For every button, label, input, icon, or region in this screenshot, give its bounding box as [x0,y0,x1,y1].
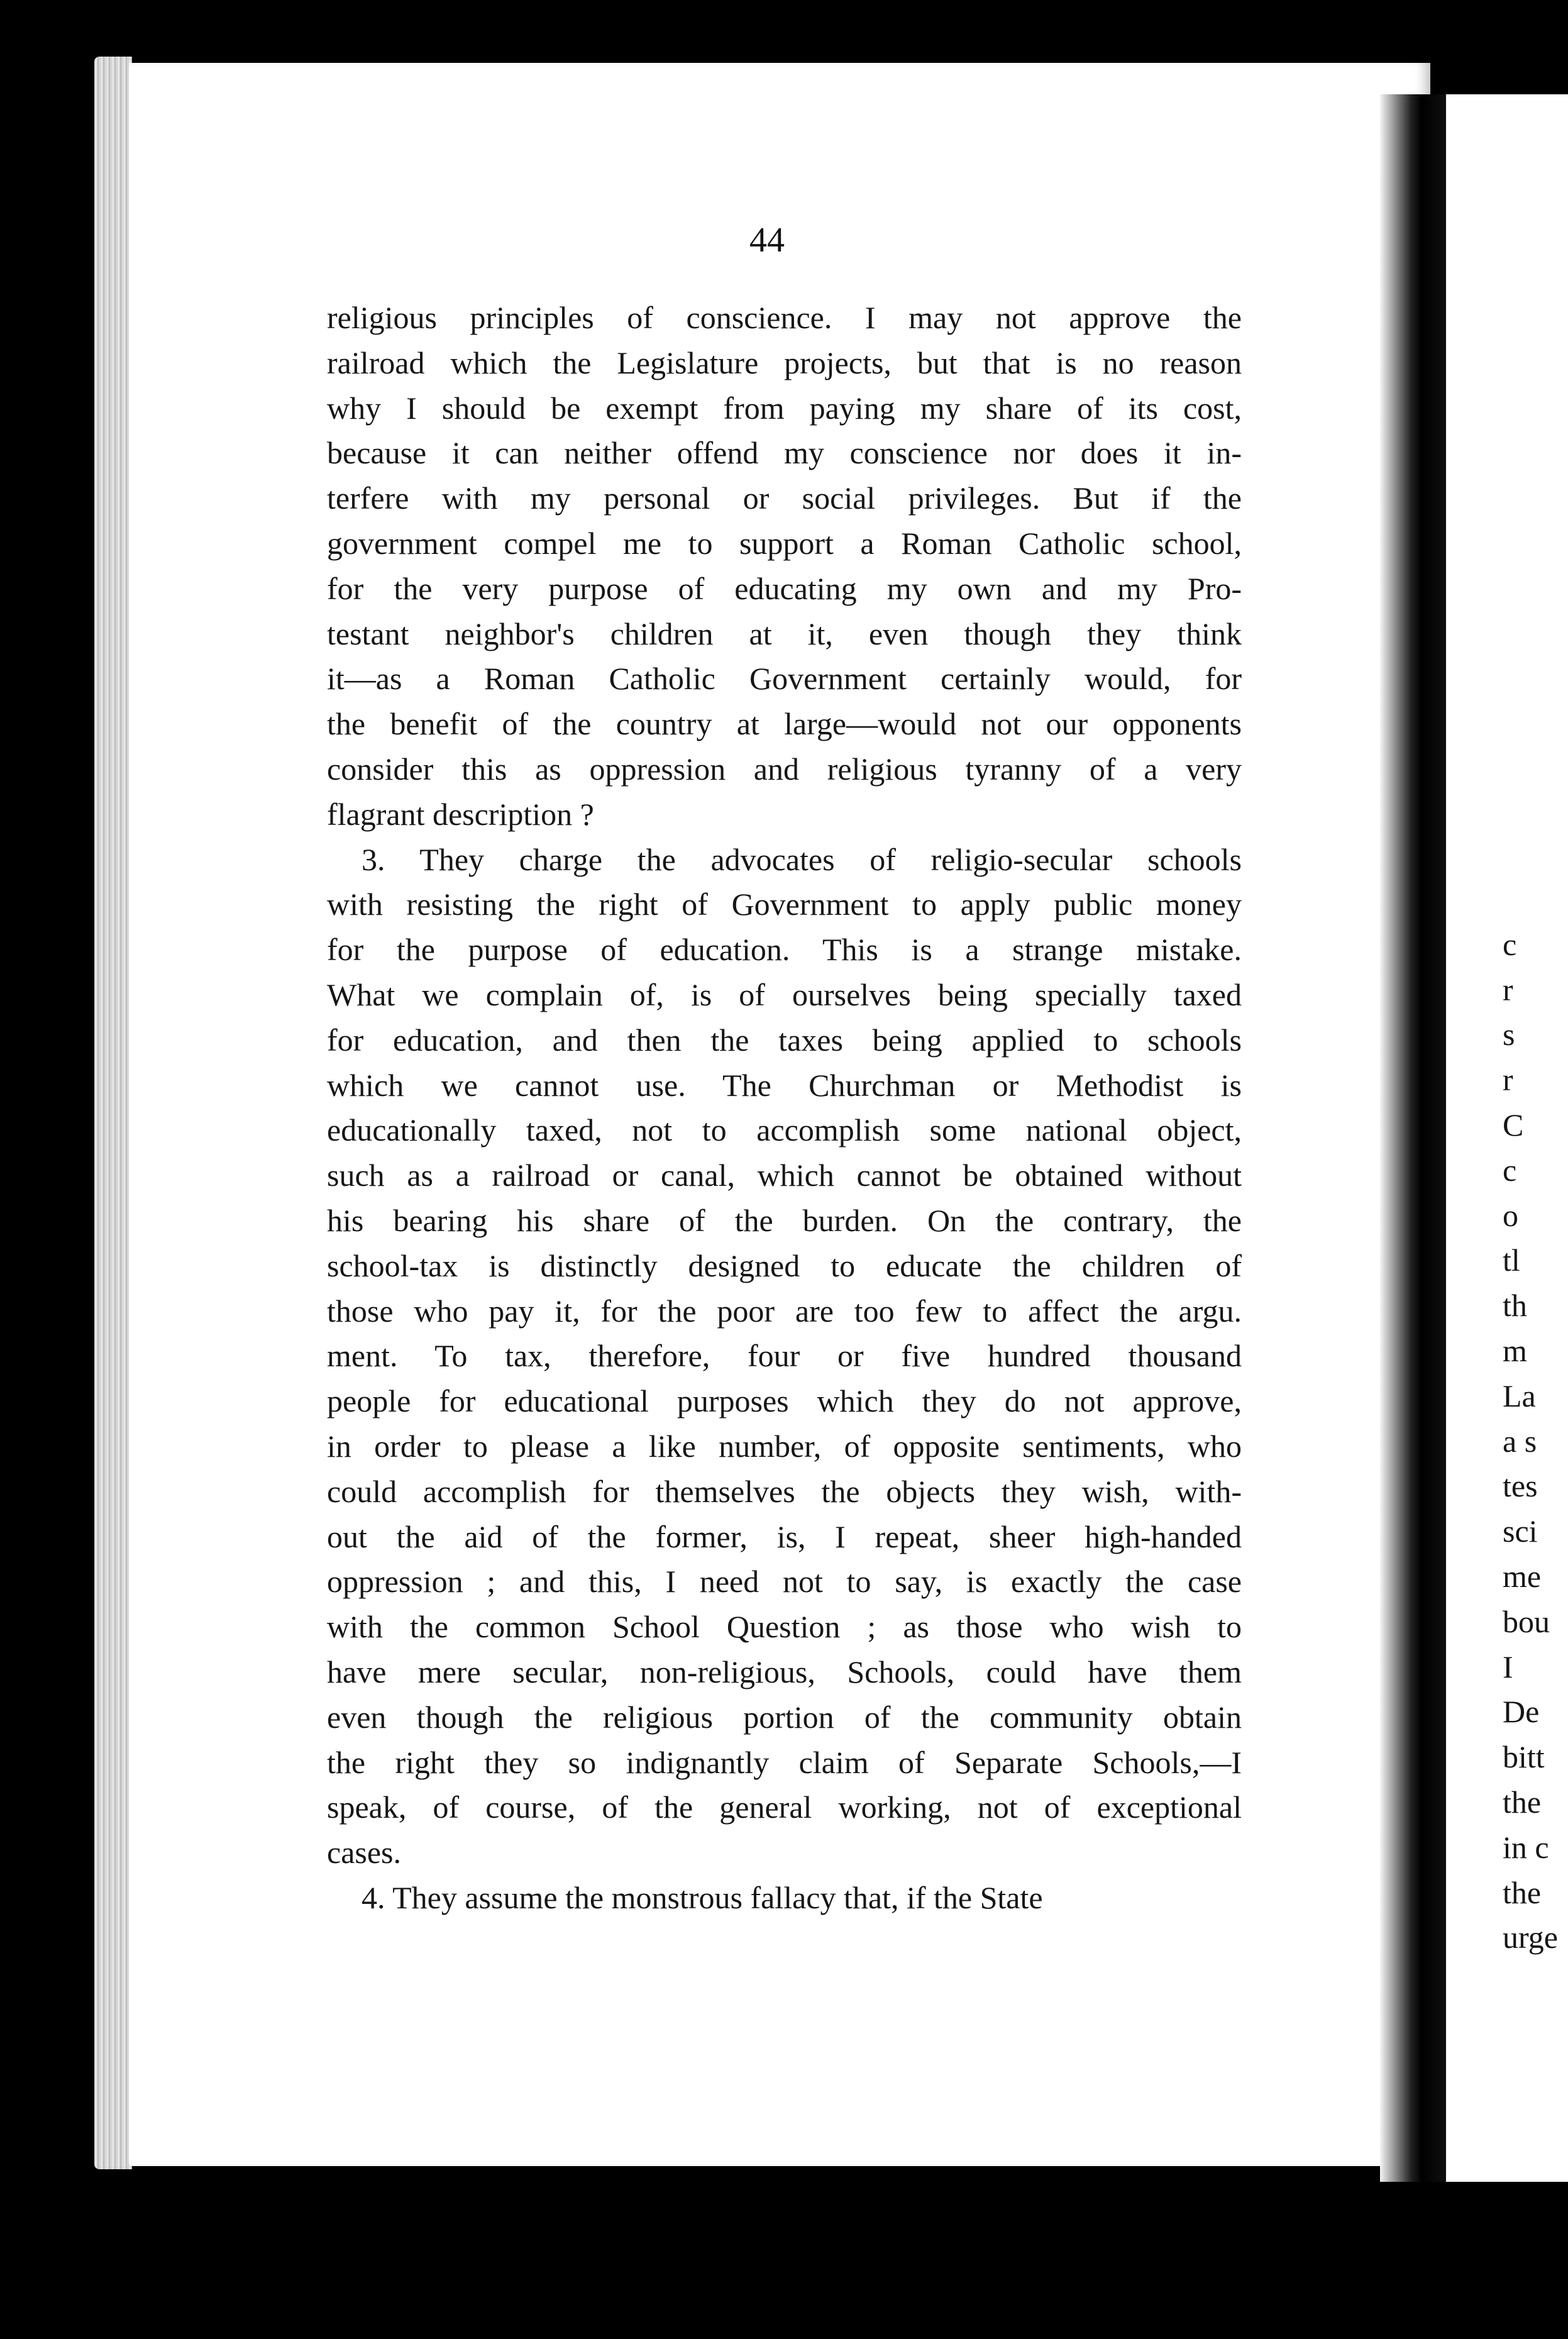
right-page-fragment: in c [1503,1829,1549,1865]
text-line: have mere secular, non-religious, Schools, could have them [327,1654,1242,1689]
right-page-fragment: urge [1503,1920,1558,1955]
text-line: speak, of course, of the general working, not of exceptional [327,1789,1242,1825]
text-line: for the purpose of education. This is a strange mistake. [327,932,1242,968]
right-page-fragment: m [1503,1332,1527,1368]
text-line: 4. They assume the monstrous fallacy that, if the State [362,1879,1043,1915]
page-edge [94,57,132,2169]
text-line: flagrant description ? [327,796,594,832]
text-line: with the common School Question ; as those who wish to [327,1609,1242,1645]
right-page-fragment: tes [1503,1468,1538,1504]
text-line: terfere with my personal or social privileges. But if the [327,480,1242,516]
text-line: why I should be exempt from paying my share of its cost, [327,390,1242,426]
right-page-fragment: La [1503,1378,1536,1413]
text-line: oppression ; and this, I need not to say, is exactly the case [327,1564,1242,1600]
text-line: those who pay it, for the poor are too few to affect the argu. [327,1293,1242,1329]
right-page-fragment: the [1503,1874,1542,1910]
right-page-fragment: bitt [1503,1739,1545,1775]
right-page-text-fragments [1503,877,1568,1960]
right-page-fragment: c [1503,926,1517,962]
text-line: for the very purpose of educating my own and my Pro- [327,570,1242,606]
right-page-fragment: I [1503,1649,1513,1684]
text-line: it—as a Roman Catholic Government certainly would, for [327,661,1242,697]
right-page-fragment: bou [1503,1603,1550,1639]
text-line: government compel me to support a Roman Catholic school, [327,525,1242,561]
text-line: testant neighbor's children at it, even though they think [327,616,1242,651]
right-page-fragment: sci [1503,1513,1538,1549]
text-line: for education, and then the taxes being applied to schools [327,1022,1242,1058]
text-line: consider this as oppression and religious tyranny of a very [327,751,1242,787]
text-line: railroad which the Legislature projects, but that is no reason [327,345,1242,380]
text-line: could accomplish for themselves the objects they wish, with- [327,1473,1242,1509]
right-page-fragment: c [1503,1152,1517,1188]
right-page-fragment: C [1503,1107,1524,1142]
text-line: the benefit of the country at large—would not our opponents [327,706,1242,742]
right-page-fragment: r [1503,1062,1513,1098]
text-line: cases. [327,1835,401,1871]
right-page-fragment: De [1503,1694,1540,1730]
text-line: religious principles of conscience. I may not approve the [327,300,1242,335]
right-page-fragment: s [1503,1017,1515,1053]
text-line: What we complain of, is of ourselves being specially taxed [327,976,1242,1012]
right-page-fragment [1503,877,1568,922]
text-line: with resisting the right of Government to apply public money [327,887,1242,922]
right-page-fragment: tl [1503,1242,1520,1278]
text-line: his bearing his share of the burden. On the contrary, the [327,1202,1242,1238]
right-page-fragment: th [1503,1288,1527,1324]
right-page-fragment: the [1503,1784,1542,1820]
body-text [327,296,1242,1921]
text-line: out the aid of the former, is, I repeat, sheer high-handed [327,1518,1242,1554]
right-page-fragment: me [1503,1558,1542,1594]
page-number: 44 [749,221,785,260]
text-line: ment. To tax, therefore, four or five hundred thousand [327,1338,1242,1374]
text-line: 3. They charge the advocates of religio-secular schools [362,841,1242,877]
text-line: educationally taxed, not to accomplish some national object, [327,1112,1242,1148]
text-line: because it can neither offend my conscience nor does it in- [327,435,1242,471]
right-page-fragment: o [1503,1197,1518,1233]
text-line: the right they so indignantly claim of Separate Schools,—I [327,1744,1242,1780]
right-page-fragment: r [1503,971,1513,1007]
text-line: school-tax is distinctly designed to educate the children of [327,1247,1242,1283]
text-line: people for educational purposes which they do not approve, [327,1383,1242,1419]
right-page-fragment: a s [1503,1423,1537,1459]
text-line: such as a railroad or canal, which cannot be obtained without [327,1158,1242,1193]
text-line: which we cannot use. The Churchman or Methodist is [327,1067,1242,1103]
book-gutter [1380,94,1449,2182]
text-line: even though the religious portion of the community obtain [327,1699,1242,1735]
text-line: in order to please a like number, of opposite sentiments, who [327,1428,1242,1464]
